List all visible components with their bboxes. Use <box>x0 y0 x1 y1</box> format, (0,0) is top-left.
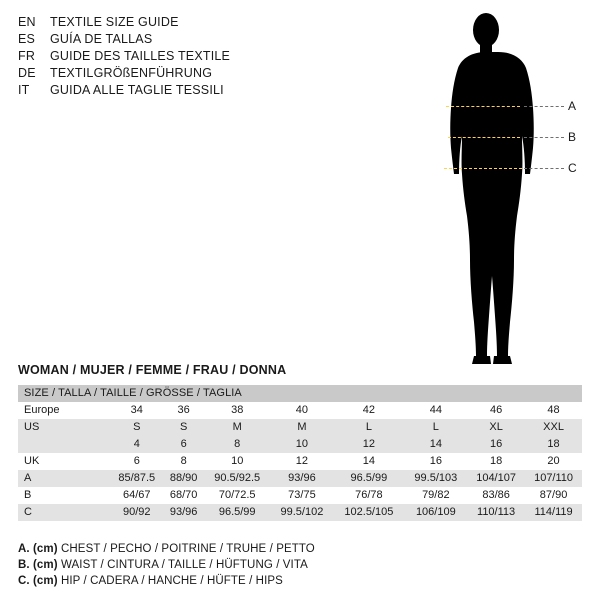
cell: 16 <box>405 453 468 470</box>
cell: 6 <box>110 453 164 470</box>
language-title: GUIDA ALLE TAGLIE TESSILI <box>50 83 224 97</box>
cell: S <box>110 419 164 436</box>
language-title: TEXTILGRÖßENFÜHRUNG <box>50 66 213 80</box>
cell: 34 <box>110 402 164 419</box>
cell: M <box>204 419 271 436</box>
language-title: TEXTILE SIZE GUIDE <box>50 15 179 29</box>
row-label <box>18 436 110 453</box>
measure-line-waist <box>448 137 520 138</box>
cell: S <box>164 419 204 436</box>
legend-text: CHEST / PECHO / POITRINE / TRUHE / PETTO <box>60 543 315 555</box>
cell: 46 <box>467 402 525 419</box>
language-row <box>18 82 318 99</box>
cell: 96.5/99 <box>204 504 271 521</box>
language-row <box>18 31 318 48</box>
cell: 38 <box>204 402 271 419</box>
measure-line-hip <box>444 168 522 169</box>
cell: 79/82 <box>405 487 468 504</box>
cell: 68/70 <box>164 487 204 504</box>
cell: 107/110 <box>525 470 582 487</box>
legend-text: WAIST / CINTURA / TAILLE / HÜFTUNG / VITA <box>60 559 308 571</box>
cell: 4 <box>110 436 164 453</box>
cell: 106/109 <box>405 504 468 521</box>
legend-key: B. (cm) <box>18 559 58 571</box>
row-label: Europe <box>18 402 110 419</box>
cell: 18 <box>467 453 525 470</box>
female-body-figure <box>390 8 590 368</box>
measure-line-chest <box>446 106 520 107</box>
measure-label-a: A <box>568 99 577 113</box>
cell: 85/87.5 <box>110 470 164 487</box>
cell: 14 <box>333 453 404 470</box>
row-label: US <box>18 419 110 436</box>
row-label: C <box>18 504 110 521</box>
language-row <box>18 48 318 65</box>
cell: M <box>271 419 334 436</box>
cell: 44 <box>405 402 468 419</box>
cell: 102.5/105 <box>333 504 404 521</box>
row-label: A <box>18 470 110 487</box>
table-row <box>18 470 582 487</box>
cell: 88/90 <box>164 470 204 487</box>
table-header-row <box>18 385 582 402</box>
cell: 93/96 <box>271 470 334 487</box>
cell: 99.5/102 <box>271 504 334 521</box>
cell: 76/78 <box>333 487 404 504</box>
language-code: FR <box>18 49 36 63</box>
legend-text: HIP / CADERA / HANCHE / HÜFTE / HIPS <box>60 575 283 587</box>
table-row <box>18 487 582 504</box>
cell: L <box>333 419 404 436</box>
cell: 10 <box>204 453 271 470</box>
measure-leader-hip <box>524 168 564 169</box>
cell: 6 <box>164 436 204 453</box>
measure-leader-waist <box>524 137 564 138</box>
legend-block <box>18 541 578 589</box>
cell: 36 <box>164 402 204 419</box>
cell: 93/96 <box>164 504 204 521</box>
cell: 8 <box>164 453 204 470</box>
table-row <box>18 436 582 453</box>
cell: 18 <box>525 436 582 453</box>
language-code: ES <box>18 32 36 46</box>
cell: 20 <box>525 453 582 470</box>
language-code: IT <box>18 83 30 97</box>
legend-row <box>18 573 578 589</box>
cell: 8 <box>204 436 271 453</box>
cell: 14 <box>405 436 468 453</box>
language-code: DE <box>18 66 36 80</box>
table-header-label: SIZE / TALLA / TAILLE / GRÖSSE / TAGLIA <box>18 385 582 402</box>
cell: 70/72.5 <box>204 487 271 504</box>
measure-label-b: B <box>568 130 577 144</box>
cell: 40 <box>271 402 334 419</box>
cell: L <box>405 419 468 436</box>
cell: 83/86 <box>467 487 525 504</box>
cell: 90/92 <box>110 504 164 521</box>
language-title: GUIDE DES TAILLES TEXTILE <box>50 49 231 63</box>
section-heading-woman: WOMAN / MUJER / FEMME / FRAU / DONNA <box>18 363 287 377</box>
table-row <box>18 504 582 521</box>
legend-key: A. (cm) <box>18 543 58 555</box>
language-code: EN <box>18 15 36 29</box>
cell: 96.5/99 <box>333 470 404 487</box>
language-guide-block <box>18 14 318 99</box>
female-silhouette-icon <box>390 8 590 368</box>
legend-key: C. (cm) <box>18 575 58 587</box>
cell: 104/107 <box>467 470 525 487</box>
language-row <box>18 65 318 82</box>
cell: 73/75 <box>271 487 334 504</box>
cell: XL <box>467 419 525 436</box>
cell: 64/67 <box>110 487 164 504</box>
cell: 48 <box>525 402 582 419</box>
cell: 110/113 <box>467 504 525 521</box>
cell: 10 <box>271 436 334 453</box>
legend-row <box>18 541 578 557</box>
language-row <box>18 14 318 31</box>
legend-row <box>18 557 578 573</box>
cell: 87/90 <box>525 487 582 504</box>
cell: 42 <box>333 402 404 419</box>
table-row <box>18 402 582 419</box>
size-table <box>18 385 582 521</box>
cell: 12 <box>271 453 334 470</box>
row-label: UK <box>18 453 110 470</box>
cell: 16 <box>467 436 525 453</box>
table-row <box>18 419 582 436</box>
cell: 114/119 <box>525 504 582 521</box>
cell: XXL <box>525 419 582 436</box>
cell: 90.5/92.5 <box>204 470 271 487</box>
cell: 99.5/103 <box>405 470 468 487</box>
measure-leader-chest <box>524 106 564 107</box>
language-title: GUÍA DE TALLAS <box>50 32 153 46</box>
row-label: B <box>18 487 110 504</box>
measure-label-c: C <box>568 161 577 175</box>
cell: 12 <box>333 436 404 453</box>
table-row <box>18 453 582 470</box>
